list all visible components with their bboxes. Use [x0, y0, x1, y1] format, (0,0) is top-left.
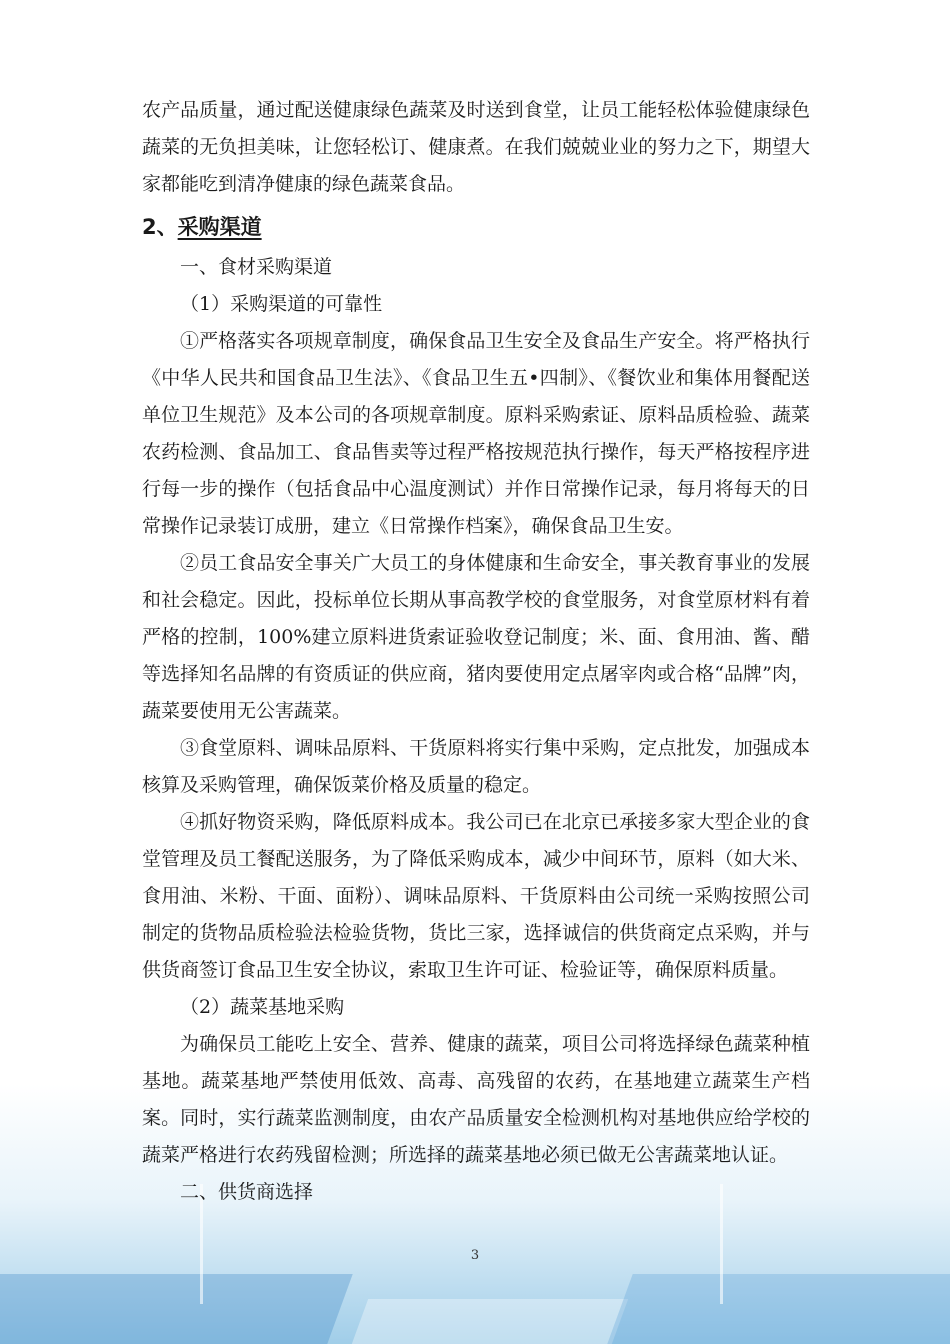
paragraph-intro: 农产品质量，通过配送健康绿色蔬菜及时送到食堂，让员工能轻松体验健康绿色蔬菜的无负担美味，让您轻松订、健康煮。在我们兢兢业业的努力之下，期望大家都能吃到清净健康的绿色蔬菜食品。 [142, 99, 810, 195]
subheading-1-2: （2）蔬菜基地采购 [180, 996, 345, 1018]
background-streak [607, 1274, 950, 1344]
page-number: 3 [470, 1248, 480, 1263]
paragraph-item-3: ③食堂原料、调味品原料、干货原料将实行集中采购，定点批发，加强成本核算及采购管理，确保饭菜价格及质量的稳定。 [142, 737, 810, 796]
paragraph-item-2: ②员工食品安全事关广大员工的身体健康和生命安全，事关教育事业的发展和社会稳定。因此，投标单位长期从事高教学校的食堂服务，对食堂原材料有着严格的控制，100%建立原料进货索证验收登记制度；米、面、食用油、酱、醋等选择知名品牌的有资质证的供应商，猪肉要使用定点屠宰肉或合格“品牌”肉，蔬菜要使用无公害蔬菜。 [142, 552, 810, 722]
paragraph-item-1: ①严格落实各项规章制度，确保食品卫生安全及食品生产安全。将严格执行《中华人民共和国食品卫生法》、《食品卫生五•四制》、《餐饮业和集体用餐配送单位卫生规范》及本公司的各项规章制度。原料采购索证、原料品质检验、蔬菜农药检测、食品加工、食品售卖等过程严格按规范执行操作，每天严格按程序进行每一步的操作（包括食品中心温度测试）并作日常操作记录，每月将每天的日常操作记录装订成册，建立《日常操作档案》，确保食品卫生安。 [142, 330, 810, 537]
subheading-1: 一、食材采购渠道 [180, 256, 333, 278]
heading-number: 2、 [142, 215, 178, 239]
background-streak [0, 1274, 353, 1344]
heading-title: 采购渠道 [177, 215, 262, 239]
paragraph-vegetable-base: 为确保员工能吃上安全、营养、健康的蔬菜，项目公司将选择绿色蔬菜种植基地。蔬菜基地严禁使用低效、高毒、高残留的农药，在基地建立蔬菜生产档案。同时，实行蔬菜监测制度，由农产品质量安全检测机构对基地供应给学校的蔬菜严格进行农药残留检测；所选择的蔬菜基地必须已做无公害蔬菜地认证。 [142, 1033, 810, 1166]
document-body [142, 92, 810, 1211]
subheading-2: 二、供货商选择 [180, 1181, 314, 1203]
section-heading [142, 209, 810, 245]
paragraph-item-4: ④抓好物资采购，降低原料成本。我公司已在北京已承接多家大型企业的食堂管理及员工餐配送服务，为了降低采购成本，减少中间环节，原料（如大米、食用油、米粉、干面、面粉）、调味品原料、干货原料由公司统一采购按照公司制定的货物品质检验法检验货物，货比三家，选择诚信的供货商定点采购，并与供货商签订食品卫生安全协议，索取卫生许可证、检验证等，确保原料质量。 [142, 811, 810, 981]
subheading-1-1: （1）采购渠道的可靠性 [180, 293, 383, 315]
background-streak [352, 1299, 628, 1344]
